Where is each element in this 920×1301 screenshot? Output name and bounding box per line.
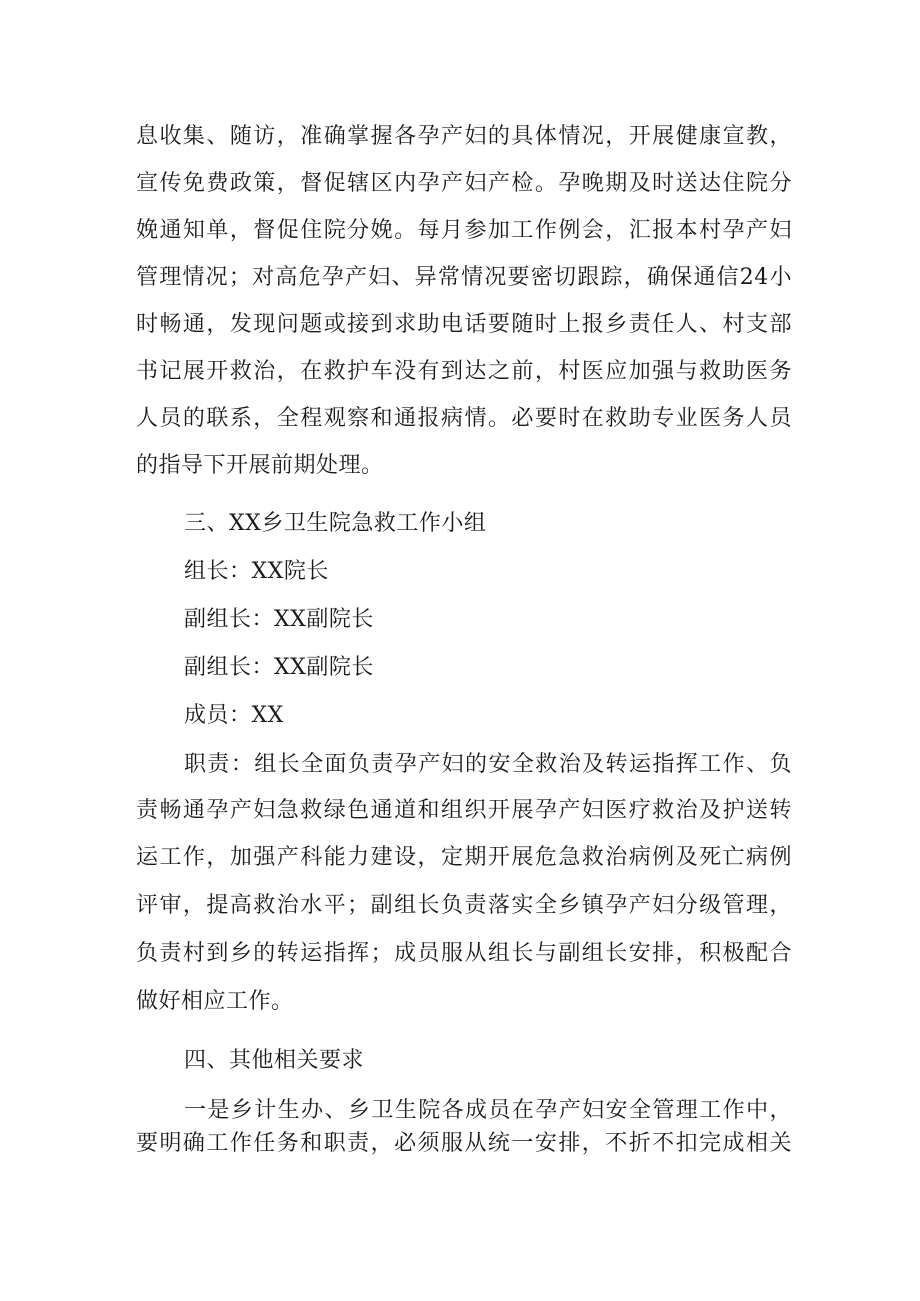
paragraph-line: 书记展开救治，在救护车没有到达之前，村医应加强与救助医务 bbox=[136, 359, 792, 384]
leader-line: 组长：XX院长 bbox=[184, 559, 329, 584]
duty-paragraph-line: 运工作，加强产科能力建设，定期开展危急救治病例及死亡病例 bbox=[136, 845, 792, 870]
section-three-heading: 三、XX乡卫生院急救工作小组 bbox=[184, 511, 487, 536]
duty-paragraph-line: 职责：组长全面负责孕产妇的安全救治及转运指挥工作、负 bbox=[184, 752, 792, 777]
members-line: 成员：XX bbox=[184, 703, 284, 728]
paragraph-line: 宣传免费政策，督促辖区内孕产妇产检。孕晚期及时送达住院分 bbox=[136, 171, 792, 196]
paragraph-line: 息收集、随访，准确掌握各孕产妇的具体情况，开展健康宣教， bbox=[136, 124, 792, 149]
duty-paragraph-line: 责畅通孕产妇急救绿色通道和组织开展孕产妇医疗救治及护送转 bbox=[136, 798, 792, 823]
paragraph-line: 娩通知单，督促住院分娩。每月参加工作例会，汇报本村孕产妇 bbox=[136, 218, 792, 243]
duty-paragraph-line: 做好相应工作。 bbox=[136, 989, 294, 1014]
deputy-leader-line-2: 副组长：XX副院长 bbox=[184, 655, 374, 680]
paragraph-line: 人员的联系，全程观察和通报病情。必要时在救助专业医务人员 bbox=[136, 406, 792, 431]
deputy-leader-line-1: 副组长：XX副院长 bbox=[184, 607, 374, 632]
item-one-line: 一是乡计生办、乡卫生院各成员在孕产妇安全管理工作中， bbox=[184, 1098, 792, 1123]
paragraph-line: 的指导下开展前期处理。 bbox=[136, 453, 384, 478]
paragraph-line: 管理情况；对高危孕产妇、异常情况要密切跟踪，确保通信24小 bbox=[136, 265, 792, 290]
section-four-heading: 四、其他相关要求 bbox=[184, 1048, 365, 1073]
duty-paragraph-line: 负责村到乡的转运指挥；成员服从组长与副组长安排，积极配合 bbox=[136, 941, 792, 966]
duty-paragraph-line: 评审，提高救治水平；副组长负责落实全乡镇孕产妇分级管理， bbox=[136, 893, 792, 918]
paragraph-line: 时畅通，发现问题或接到求助电话要随时上报乡责任人、村支部 bbox=[136, 312, 792, 337]
item-one-line: 要明确工作任务和职责，必须服从统一安排，不折不扣完成相关 bbox=[136, 1131, 792, 1156]
